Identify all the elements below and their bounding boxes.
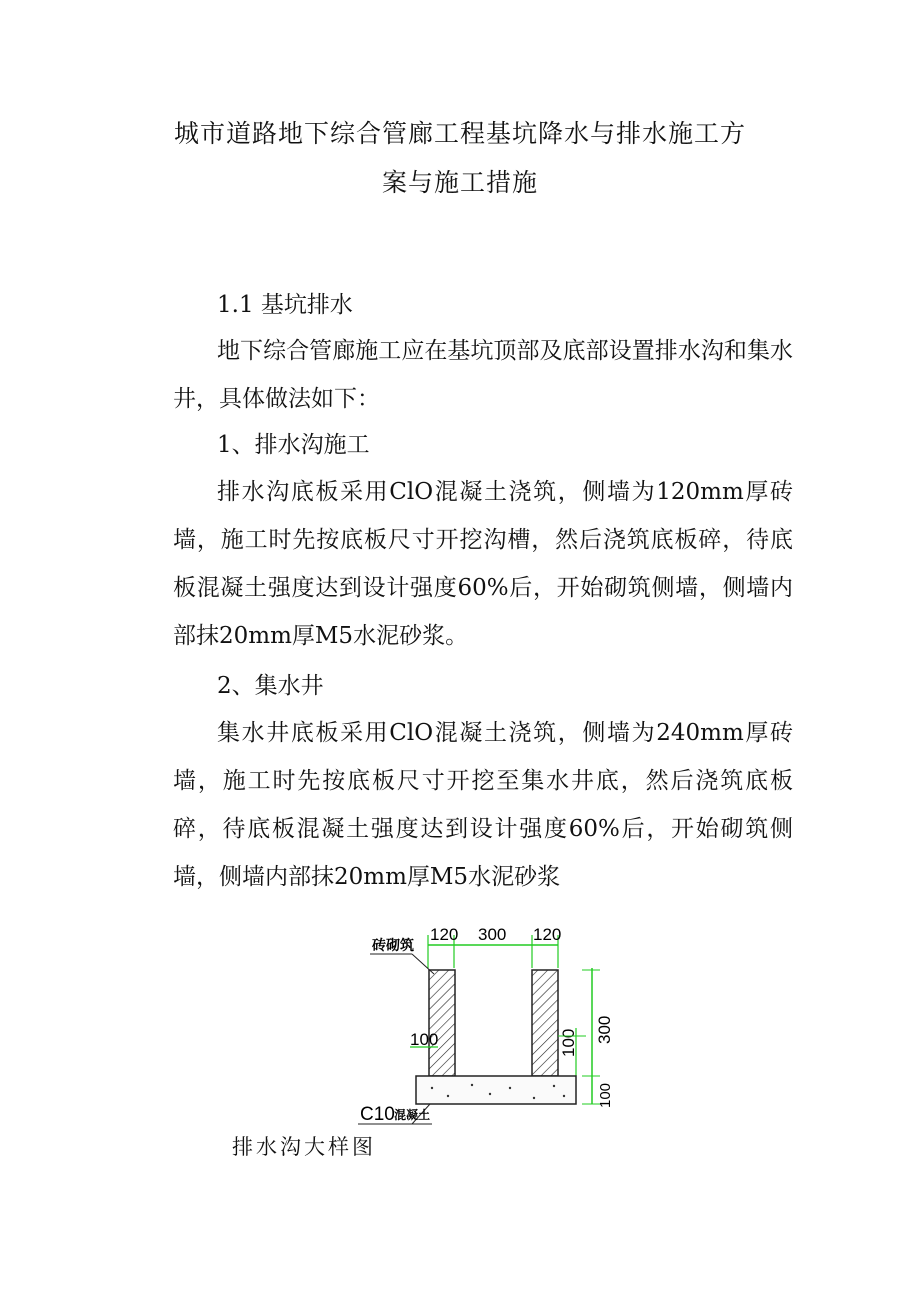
right-brick-wall xyxy=(532,970,558,1076)
figure-caption: 排水沟大样图 xyxy=(232,1135,376,1159)
item2-paragraph: 集水井底板采用ClO混凝土浇筑，侧墙为240mm厚砖墙，施工时先按底板尺寸开挖至集水井底，然后浇筑底板碎，待底板混凝土强度达到设计强度60%后，开始砌筑侧墙，侧墙内部抹20mm厚M5水泥砂浆 xyxy=(173,720,793,890)
document-title-line-1: 城市道路地下综合管廊工程基坑降水与排水施工方 xyxy=(173,119,746,148)
dim-total-height: 300 xyxy=(595,1015,614,1044)
dim-right-width: 120 xyxy=(533,925,562,944)
concrete-label: 混凝土 xyxy=(394,1108,431,1122)
intro-paragraph: 地下综合管廊施工应在基坑顶部及底部设置排水沟和集水井，具体做法如下： xyxy=(173,338,793,412)
dim-base-height: 100 xyxy=(597,1082,614,1108)
left-brick-wall xyxy=(429,970,455,1076)
document-title-line-2: 案与施工措施 xyxy=(381,168,538,197)
item1-paragraph: 排水沟底板采用ClO混凝土浇筑，侧墙为120mm厚砖墙，施工时先按底板尺寸开挖沟槽，然后浇筑底板碎，待底板混凝土强度达到设计强度60%后，开始砌筑侧墙，侧墙内部抹20mm厚M5水泥砂浆。 xyxy=(173,479,793,649)
dim-left-width: 120 xyxy=(430,925,459,944)
dim-left-wall-height: 100 xyxy=(410,1030,439,1049)
dim-right-wall-height: 100 xyxy=(559,1028,578,1057)
dim-middle-width: 300 xyxy=(478,925,507,944)
drainage-ditch-detail-diagram xyxy=(350,910,614,1135)
concrete-base-slab xyxy=(416,1076,576,1104)
section-heading: 1.1 基坑排水 xyxy=(217,292,353,318)
item1-heading: 1、排水沟施工 xyxy=(217,432,370,458)
concrete-code-label: C10 xyxy=(360,1104,395,1125)
item2-heading: 2、集水井 xyxy=(217,673,324,699)
brick-label: 砖砌筑 xyxy=(372,937,414,953)
